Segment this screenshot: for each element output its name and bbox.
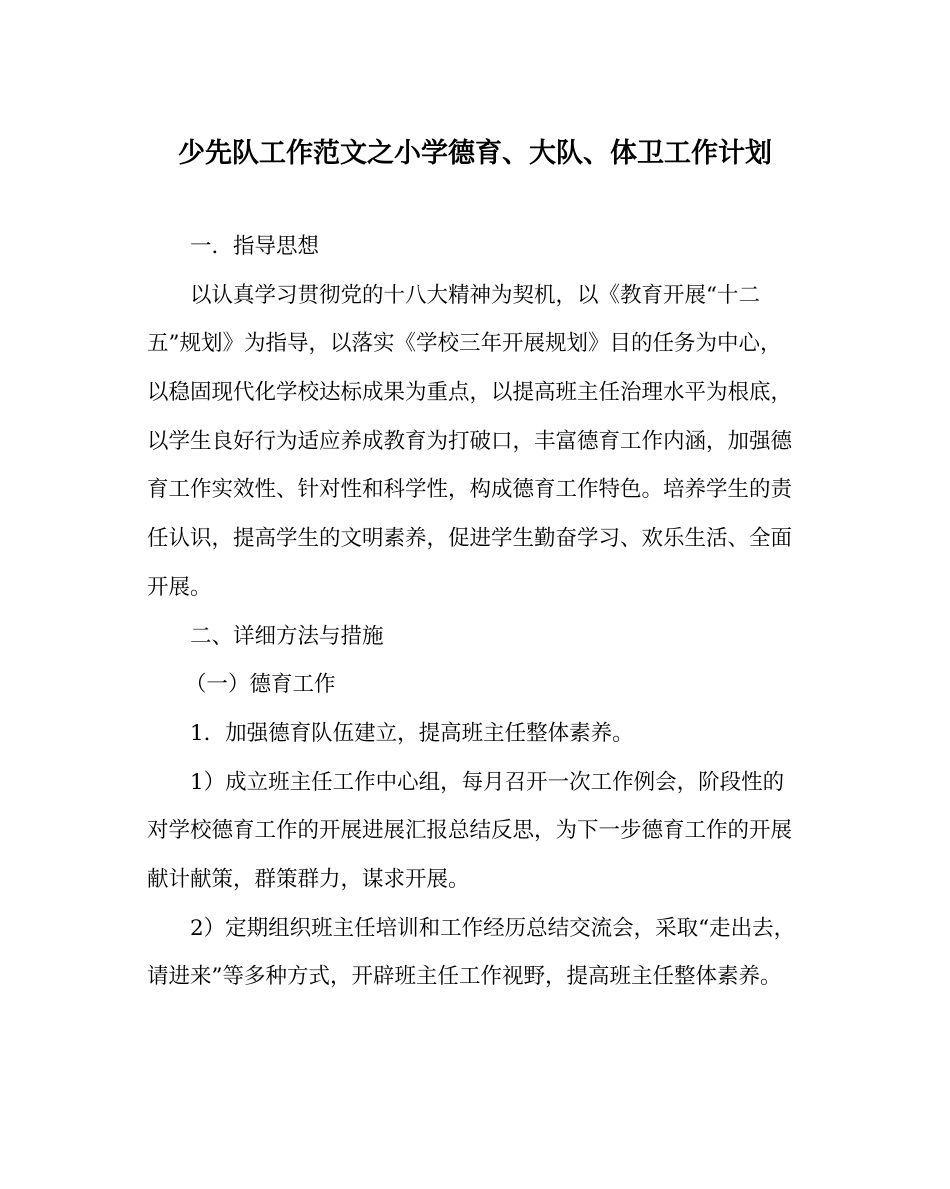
paragraph-line: 1）成立班主任工作中心组，每月召开一次工作例会，阶段性的 bbox=[190, 769, 785, 795]
document-body bbox=[147, 223, 807, 1002]
section-heading-methods: 二、详细方法与措施 bbox=[190, 623, 384, 649]
paragraph-line: 育工作实效性、针对性和科学性，构成德育工作特色。培养学生的责 bbox=[147, 477, 793, 503]
paragraph-line: 开展。 bbox=[147, 574, 212, 600]
paragraph-line: 对学校德育工作的开展进展汇报总结反思，为下一步德育工作的开展 bbox=[147, 818, 793, 844]
paragraph-line: 任认识，提高学生的文明素养，促进学生勤奋学习、欢乐生活、全面 bbox=[147, 526, 793, 552]
document-title: 少先队工作范文之小学德育、大队、体卫工作计划 bbox=[178, 138, 772, 169]
paragraph-line: 以稳固现代化学校达标成果为重点，以提高班主任治理水平为根底， bbox=[147, 380, 793, 406]
paragraph-line: 五”规划》为指导，以落实《学校三年开展规划》目的任务为中心， bbox=[147, 331, 782, 357]
paragraph-line: 献计献策，群策群力，谋求开展。 bbox=[147, 866, 470, 892]
item-heading: 1．加强德育队伍建立，提高班主任整体素养。 bbox=[190, 720, 634, 746]
paragraph-line: 以学生良好行为适应养成教育为打破口，丰富德育工作内涵，加强德 bbox=[147, 428, 793, 454]
paragraph-line: 2）定期组织班主任培训和工作经历总结交流会，采取“走出去， bbox=[190, 915, 796, 941]
paragraph-line: 以认真学习贯彻党的十八大精神为契机，以《教育开展“十二 bbox=[190, 282, 760, 308]
subsection-heading-moral-education: （一）德育工作 bbox=[185, 672, 336, 698]
paragraph-line: 请进来”等多种方式，开辟班主任工作视野，提高班主任整体素养。 bbox=[147, 964, 782, 990]
section-heading-guiding-ideology: 一．指导思想 bbox=[190, 234, 320, 259]
